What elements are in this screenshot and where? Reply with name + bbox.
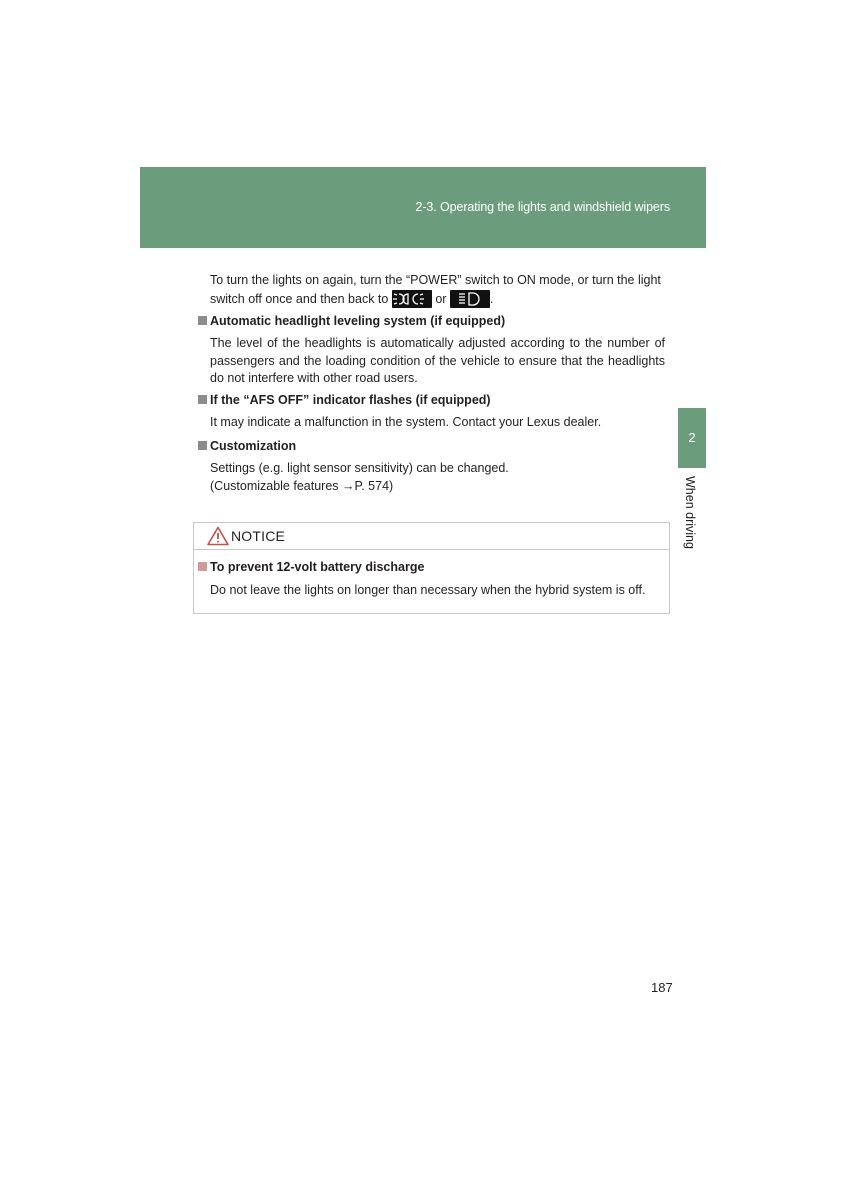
leveling-paragraph: The level of the headlights is automatically adjusted according to the number of passengers and the loading condition of the vehicle to ensure that the headlights do not interfere with other road users.: [210, 336, 665, 385]
warning-icon: [207, 526, 229, 546]
headlights-icon: [450, 290, 490, 308]
chapter-number: 2: [688, 430, 696, 445]
section-heading-customization: [198, 438, 296, 455]
intro-line-2: switch off once and then back to: [210, 291, 389, 306]
intro-paragraph: [210, 272, 665, 308]
notice-subheading-text: To prevent 12-volt battery discharge: [210, 560, 425, 574]
notice-box: [193, 522, 670, 614]
section-heading-afs: [198, 392, 491, 409]
page-number: 187: [651, 980, 673, 995]
notice-header: [194, 523, 669, 550]
customization-paragraph: [210, 460, 665, 495]
or-text: or: [435, 291, 447, 306]
parking-lights-icon: [392, 290, 432, 308]
header-band: [140, 167, 706, 248]
bullet-square: [198, 441, 207, 450]
chapter-tab: [678, 408, 706, 468]
period: .: [489, 291, 494, 306]
bullet-square: [198, 395, 207, 404]
notice-text: Do not leave the lights on longer than necessary when the hybrid system is off.: [210, 583, 646, 597]
intro-line-1: To turn the lights on again, turn the “POWER” switch to ON mode, or turn the light: [210, 273, 661, 287]
heading-text: If the “AFS OFF” indicator flashes (if equipped): [210, 393, 491, 407]
section-title: 2-3. Operating the lights and windshield wipers: [415, 200, 670, 214]
afs-paragraph: It may indicate a malfunction in the system. Contact your Lexus dealer.: [210, 415, 602, 429]
bullet-square: [198, 562, 207, 571]
notice-title: NOTICE: [231, 528, 286, 544]
customization-line-1: Settings (e.g. light sensor sensitivity) can be changed.: [210, 461, 509, 475]
bullet-square: [198, 316, 207, 325]
chapter-label: When driving: [683, 476, 697, 549]
heading-text: Customization: [210, 439, 297, 453]
customization-line-2: (Customizable features →P. 574): [210, 478, 394, 493]
notice-subheading: [198, 560, 424, 574]
section-heading-leveling: [198, 313, 505, 330]
heading-text: Automatic headlight leveling system (if equipped): [210, 314, 506, 328]
